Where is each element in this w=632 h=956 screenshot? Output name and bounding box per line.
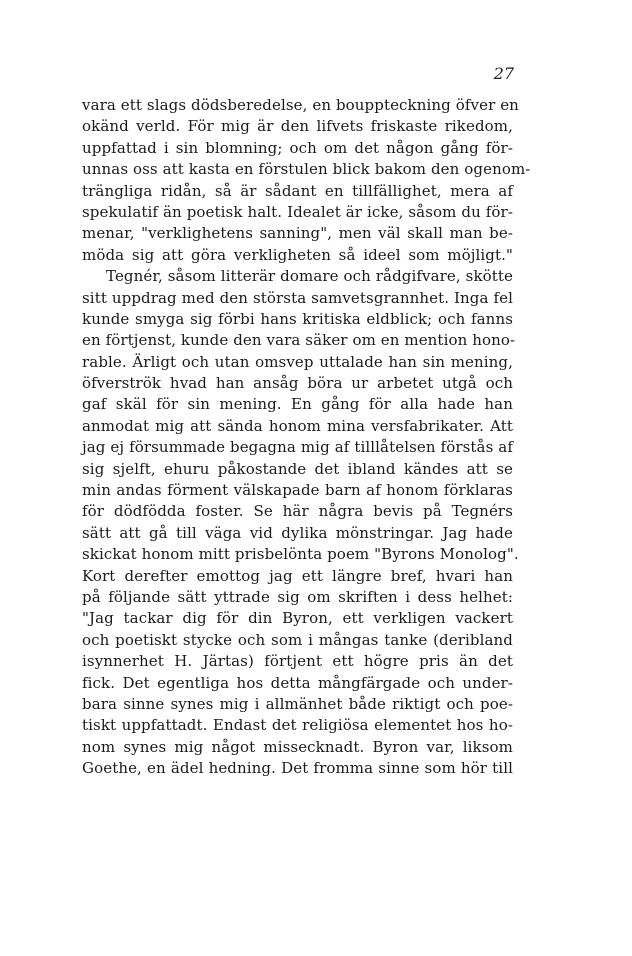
text-line: menar, "verklighetens sanning", men väl skall man be- <box>82 224 513 243</box>
text-line: för dödfödda foster. Se här några bevis på Tegnérs <box>82 502 513 521</box>
text-line: "Jag tackar dig för din Byron, ett verkligen vackert <box>82 609 513 628</box>
text-line: jag ej försummade begagna mig af tilllåtelsen förstås af <box>82 438 513 457</box>
text-line: gaf skäl för sin mening. En gång för alla hade han <box>82 395 513 414</box>
text-line: uppfattad i sin blomning; och om det någon gång för- <box>82 138 513 157</box>
text-line: en förtjenst, kunde den vara säker om en mention hono- <box>82 331 516 350</box>
text-line: på följande sätt yttrade sig om skriften i dess helhet: <box>82 587 513 606</box>
text-line: okänd verld. För mig är den lifvets friskaste rikedom, <box>82 117 513 136</box>
text-line: möda sig att göra verkligheten så ideel som möjligt." <box>82 245 513 264</box>
text-line: trängliga ridån, så är sådant en tillfällighet, mera af <box>82 181 513 200</box>
text-line: vara ett slags dödsberedelse, en bouppteckning öfver en <box>82 96 519 114</box>
text-line: fick. Det egentliga hos detta mångfärgade och under- <box>82 673 513 692</box>
text-line: skickat honom mitt prisbelönta poem "Byrons Monolog". <box>82 545 519 564</box>
text-line: min andas förment välskapade barn af honom förklaras <box>82 481 513 500</box>
text-line: öfverströk hvad han ansåg böra ur arbetet utgå och <box>82 374 513 393</box>
text-line: Tegnér, såsom litterär domare och rådgifvare, skötte <box>106 267 513 286</box>
text-line: kunde smyga sig förbi hans kritiska eldblick; och fanns <box>82 309 513 328</box>
text-line: isynnerhet H. Järtas) förtjent ett högre pris än det <box>82 652 513 671</box>
text-line: sätt att gå till väga vid dylika mönstringar. Jag hade <box>82 523 513 542</box>
page-number: 27 <box>493 64 514 83</box>
text-line: Goethe, en ädel hedning. Det fromma sinne som hör till <box>82 759 513 778</box>
body-text <box>82 95 531 780</box>
text-line: anmodat mig att sända honom mina versfabrikater. Att <box>82 416 513 435</box>
text-line: unnas oss att kasta en förstulen blick bakom den ogenom- <box>82 160 531 179</box>
text-line: Kort derefter emottog jag ett längre bref, hvari han <box>82 566 513 585</box>
text-line: sitt uppdrag med den största samvetsgrannhet. Inga fel <box>82 288 513 307</box>
text-line: bara sinne synes mig i allmänhet både riktigt och poe- <box>82 694 513 713</box>
text-line: sig sjelft, ehuru påkostande det ibland kändes att se <box>82 459 513 478</box>
text-line: spekulatif än poetisk halt. Idealet är icke, såsom du för- <box>82 202 513 221</box>
text-line: rable. Ärligt och utan omsvep uttalade han sin mening, <box>82 352 513 371</box>
text-line: nom synes mig något missecknadt. Byron var, liksom <box>82 737 513 756</box>
text-line: och poetiskt stycke och som i mångas tanke (deribland <box>82 630 513 649</box>
text-line: tiskt uppfattadt. Endast det religiösa elementet hos ho- <box>82 716 513 735</box>
